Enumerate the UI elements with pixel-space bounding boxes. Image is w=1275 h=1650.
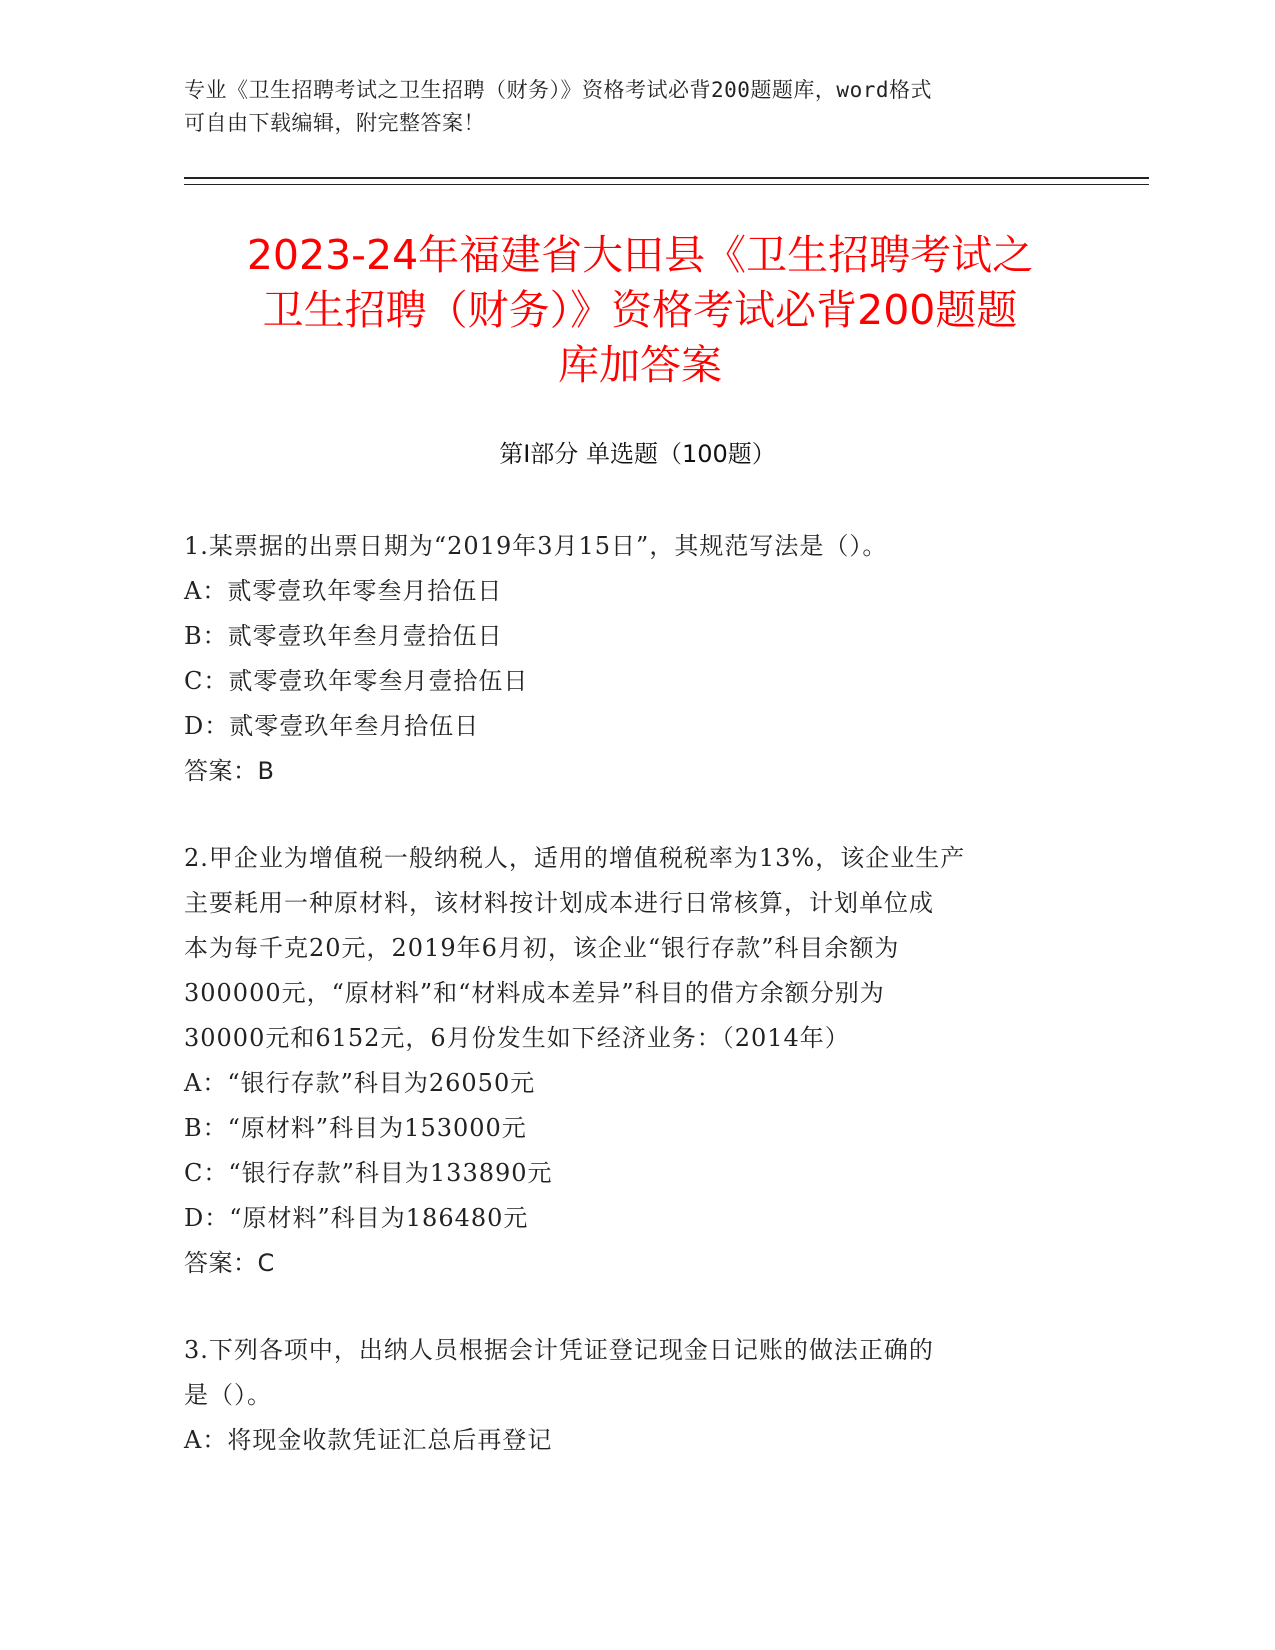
question-option: A：贰零壹玖年零叁月拾伍日	[184, 577, 503, 605]
question-option: A：“银行存款”科目为26050元	[184, 1069, 536, 1097]
question-option: B：贰零壹玖年叁月壹拾伍日	[184, 622, 503, 650]
header-note-line: 专业《卫生招聘考试之卫生招聘（财务）》资格考试必背200题题库，word格式	[184, 78, 932, 102]
header-divider-thin	[184, 184, 1149, 185]
question-stem-line: 是（）。	[184, 1381, 272, 1409]
question-stem-line: 3.下列各项中，出纳人员根据会计凭证登记现金日记账的做法正确的	[184, 1336, 934, 1364]
question-stem-line: 1.某票据的出票日期为“2019年3月15日”，其规范写法是（）。	[184, 532, 888, 560]
question-stem-line: 30000元和6152元，6月份发生如下经济业务：（2014年）	[184, 1024, 850, 1052]
question-list	[184, 524, 1084, 1505]
question-stem	[184, 836, 1084, 1061]
question-option: C：“银行存款”科目为133890元	[184, 1159, 553, 1187]
header-note-line: 可自由下载编辑，附完整答案！	[184, 111, 485, 135]
question-stem	[184, 1328, 1084, 1418]
document-title-line: 卫生招聘（财务）》资格考试必背200题题	[262, 286, 1018, 334]
question-item	[184, 524, 1084, 794]
question-item	[184, 836, 1084, 1286]
question-stem	[184, 524, 1084, 569]
question-stem-line: 2.甲企业为增值税一般纳税人，适用的增值税税率为13%，该企业生产	[184, 844, 966, 872]
question-stem-line: 本为每千克20元，2019年6月初，该企业“银行存款”科目余额为	[184, 934, 900, 962]
question-answer: 答案：B	[184, 757, 275, 785]
header-note	[184, 74, 1064, 140]
header-divider-thick	[184, 177, 1149, 179]
question-option: C：贰零壹玖年零叁月壹拾伍日	[184, 667, 529, 695]
question-stem-line: 主要耗用一种原材料，该材料按计划成本进行日常核算，计划单位成	[184, 889, 934, 917]
question-option: B：“原材料”科目为153000元	[184, 1114, 527, 1142]
question-answer: 答案：C	[184, 1249, 275, 1277]
question-option: D：“原材料”科目为186480元	[184, 1204, 529, 1232]
document-title	[160, 228, 1120, 393]
question-stem-line: 300000元，“原材料”和“材料成本差异”科目的借方余额分别为	[184, 979, 885, 1007]
question-option: D：贰零壹玖年叁月拾伍日	[184, 712, 480, 740]
document-title-line: 2023-24年福建省大田县《卫生招聘考试之	[246, 231, 1034, 279]
question-item	[184, 1328, 1084, 1463]
question-option: A：将现金收款凭证汇总后再登记	[184, 1426, 553, 1454]
document-title-line: 库加答案	[558, 341, 722, 389]
section-heading: 第Ⅰ部分 单选题（100题）	[499, 440, 776, 468]
